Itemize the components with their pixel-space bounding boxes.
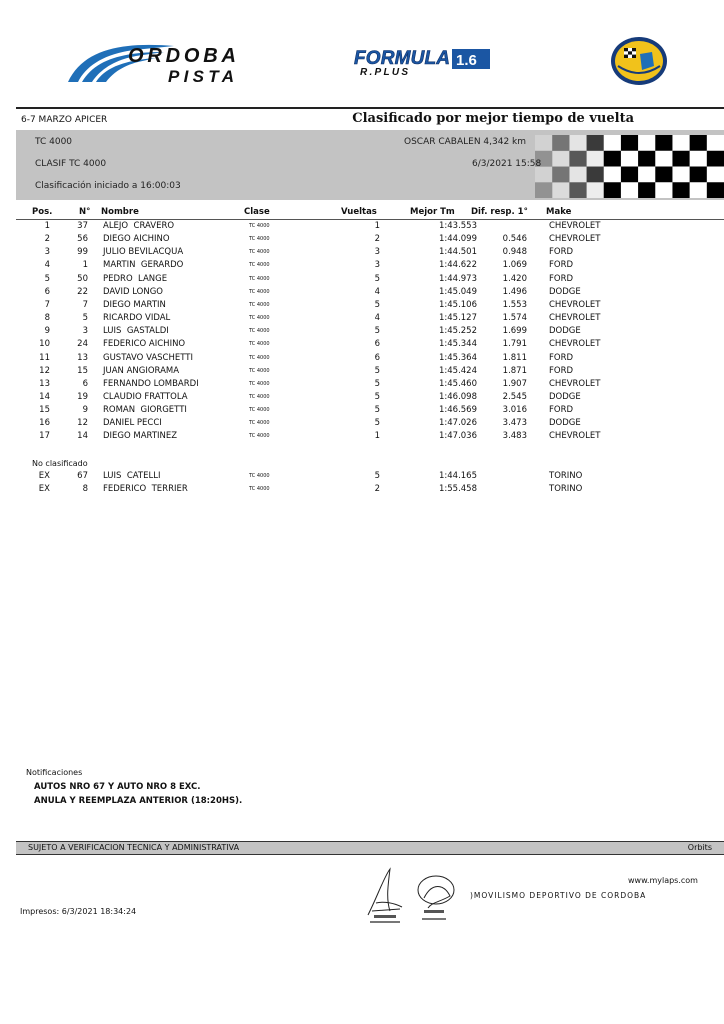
row-number: 6 xyxy=(82,378,88,389)
row-position: 1 xyxy=(44,221,50,231)
row-position: 16 xyxy=(39,418,50,429)
row-driver-name: JUAN ANGIORAMA xyxy=(103,365,180,376)
formula-rplus-logo xyxy=(352,44,494,78)
row-class: TC 4000 xyxy=(249,407,270,414)
row-make: DODGE xyxy=(549,391,581,402)
row-number: 1 xyxy=(82,260,88,271)
row-make: FORD xyxy=(549,405,574,416)
website-link[interactable]: www.mylaps.com xyxy=(628,876,698,885)
row-driver-name: FERNANDO LOMBARDI xyxy=(103,378,199,389)
row-laps: 5 xyxy=(374,326,380,337)
row-driver-name: DIEGO MARTINEZ xyxy=(103,431,178,442)
row-driver-name: ROMAN GIORGETTI xyxy=(103,405,187,416)
row-driver-name: DIEGO AICHINO xyxy=(103,234,170,245)
row-driver-name: LUIS CATELLI xyxy=(103,471,161,481)
header-logos xyxy=(0,30,724,100)
row-best-time: 1:43.553 xyxy=(438,221,477,231)
row-position: 9 xyxy=(44,326,50,337)
row-number: 3 xyxy=(82,326,88,337)
col-make: Make xyxy=(546,207,572,217)
row-number: 15 xyxy=(77,365,88,376)
table-row xyxy=(0,353,724,366)
row-class: TC 4000 xyxy=(249,354,270,361)
row-make: FORD xyxy=(549,352,574,363)
row-make: TORINO xyxy=(549,471,583,481)
row-laps: 5 xyxy=(374,299,380,310)
notification-line-2: ANULA Y REEMPLAZA ANTERIOR (18:20HS). xyxy=(34,796,243,806)
row-number: 13 xyxy=(77,352,88,363)
row-best-time: 1:45.106 xyxy=(438,299,477,310)
row-number: 50 xyxy=(77,273,88,284)
table-row xyxy=(0,339,724,352)
table-row xyxy=(0,392,724,405)
row-laps: 5 xyxy=(374,471,380,481)
row-gap: 0.546 xyxy=(502,234,527,245)
row-class: TC 4000 xyxy=(249,433,270,440)
row-position: 13 xyxy=(39,378,50,389)
row-class: TC 4000 xyxy=(249,486,270,493)
federation-seal-logo xyxy=(610,36,668,86)
row-position: 10 xyxy=(39,339,50,350)
session-datetime: 6/3/2021 15:58 xyxy=(472,159,542,169)
row-best-time: 1:55.458 xyxy=(438,484,477,495)
row-best-time: 1:47.026 xyxy=(438,418,477,429)
row-position: 17 xyxy=(39,431,50,442)
table-row xyxy=(0,234,724,247)
document-title: Clasificado por mejor tiempo de vuelta xyxy=(352,111,634,126)
table-row xyxy=(0,471,724,484)
row-class: TC 4000 xyxy=(249,367,270,374)
row-best-time: 1:45.252 xyxy=(438,326,477,337)
commissioner-signature xyxy=(410,872,470,928)
footer-bar xyxy=(16,841,724,855)
row-gap: 1.069 xyxy=(502,260,527,271)
row-gap: 3.016 xyxy=(502,405,527,416)
row-number: 12 xyxy=(77,418,88,429)
row-make: TORINO xyxy=(549,484,583,495)
svg-text:PISTA: PISTA xyxy=(168,67,234,86)
row-laps: 2 xyxy=(374,484,380,495)
row-make: CHEVROLET xyxy=(549,378,601,389)
row-best-time: 1:44.099 xyxy=(438,234,477,245)
row-laps: 5 xyxy=(374,365,380,376)
table-row xyxy=(0,260,724,273)
row-best-time: 1:45.424 xyxy=(438,365,477,376)
row-best-time: 1:45.049 xyxy=(438,286,477,297)
row-driver-name: DIEGO MARTIN xyxy=(103,299,166,310)
col-name: Nombre xyxy=(101,207,139,217)
row-position: 3 xyxy=(44,247,50,258)
row-driver-name: DAVID LONGO xyxy=(103,286,163,297)
row-best-time: 1:44.165 xyxy=(438,471,477,481)
row-number: 19 xyxy=(77,391,88,402)
svg-text:1.6: 1.6 xyxy=(456,52,477,69)
row-position: 4 xyxy=(44,260,50,271)
table-row xyxy=(0,221,724,234)
row-laps: 5 xyxy=(374,273,380,284)
row-position: 2 xyxy=(44,234,50,245)
row-make: FORD xyxy=(549,247,574,258)
row-driver-name: FEDERICO AICHINO xyxy=(103,339,186,350)
table-row xyxy=(0,274,724,287)
row-laps: 5 xyxy=(374,391,380,402)
table-row xyxy=(0,431,724,444)
row-gap: 0.948 xyxy=(502,247,527,258)
row-class: TC 4000 xyxy=(249,288,270,295)
row-make: CHEVROLET xyxy=(549,299,601,310)
row-laps: 2 xyxy=(374,234,380,245)
table-row xyxy=(0,326,724,339)
row-gap: 1.574 xyxy=(502,313,527,324)
row-make: DODGE xyxy=(549,418,581,429)
table-row xyxy=(0,247,724,260)
table-row xyxy=(0,379,724,392)
row-driver-name: CLAUDIO FRATTOLA xyxy=(103,391,188,402)
row-class: TC 4000 xyxy=(249,315,270,322)
row-position: EX xyxy=(38,471,50,481)
row-position: 11 xyxy=(39,352,50,363)
row-make: CHEVROLET xyxy=(549,431,601,442)
row-laps: 4 xyxy=(374,286,380,297)
row-best-time: 1:46.098 xyxy=(438,391,477,402)
row-best-time: 1:44.973 xyxy=(438,273,477,284)
table-row xyxy=(0,418,724,431)
row-make: CHEVROLET xyxy=(549,339,601,350)
row-class: TC 4000 xyxy=(249,249,270,256)
row-best-time: 1:45.364 xyxy=(438,352,477,363)
row-gap: 1.420 xyxy=(502,273,527,284)
row-best-time: 1:45.344 xyxy=(438,339,477,350)
row-number: 56 xyxy=(77,234,88,245)
row-gap: 1.496 xyxy=(502,286,527,297)
row-make: DODGE xyxy=(549,326,581,337)
track-label: OSCAR CABALEN 4,342 km xyxy=(404,137,527,147)
cordoba-pista-logo xyxy=(64,40,239,86)
row-gap: 1.553 xyxy=(502,299,527,310)
row-number: 99 xyxy=(77,247,88,258)
title-bar xyxy=(16,107,724,129)
club-name: )MOVILISMO DEPORTIVO DE CORDOBA xyxy=(470,891,647,900)
row-best-time: 1:45.460 xyxy=(438,378,477,389)
notification-line-1: AUTOS NRO 67 Y AUTO NRO 8 EXC. xyxy=(34,782,201,792)
table-row xyxy=(0,300,724,313)
row-gap: 1.791 xyxy=(502,339,527,350)
row-laps: 6 xyxy=(374,339,380,350)
row-laps: 6 xyxy=(374,352,380,363)
row-make: CHEVROLET xyxy=(549,313,601,324)
row-gap: 1.871 xyxy=(502,365,527,376)
row-best-time: 1:46.569 xyxy=(438,405,477,416)
row-laps: 3 xyxy=(374,260,380,271)
row-driver-name: DANIEL PECCI xyxy=(103,418,162,429)
row-laps: 4 xyxy=(374,313,380,324)
row-position: 7 xyxy=(44,299,50,310)
header-divider xyxy=(16,219,724,220)
row-make: FORD xyxy=(549,260,574,271)
row-driver-name: FEDERICO TERRIER xyxy=(103,484,188,495)
row-number: 7 xyxy=(82,299,88,310)
event-name: 6-7 MARZO APICER xyxy=(21,115,108,125)
row-position: 14 xyxy=(39,391,50,402)
row-gap: 1.699 xyxy=(502,326,527,337)
row-number: 5 xyxy=(82,313,88,324)
col-best-time: Mejor Tm xyxy=(410,207,455,217)
row-class: TC 4000 xyxy=(249,275,270,282)
row-gap: 3.483 xyxy=(502,431,527,442)
svg-text:R.PLUS: R.PLUS xyxy=(360,67,408,78)
row-class: TC 4000 xyxy=(249,262,270,269)
row-driver-name: MARTIN GERARDO xyxy=(103,260,184,271)
table-row xyxy=(0,484,724,497)
row-position: 5 xyxy=(44,273,50,284)
notifications-label: Notificaciones xyxy=(26,768,83,777)
table-row xyxy=(0,366,724,379)
row-class: TC 4000 xyxy=(249,380,270,387)
row-number: 8 xyxy=(82,484,88,495)
row-driver-name: JULIO BEVILACQUA xyxy=(103,247,184,258)
table-row xyxy=(0,313,724,326)
row-position: EX xyxy=(38,484,50,495)
row-gap: 2.545 xyxy=(502,391,527,402)
row-class: TC 4000 xyxy=(249,328,270,335)
table-row xyxy=(0,287,724,300)
row-number: 14 xyxy=(77,431,88,442)
row-position: 8 xyxy=(44,313,50,324)
col-laps: Vueltas xyxy=(341,207,377,217)
row-driver-name: GUSTAVO VASCHETTI xyxy=(103,352,193,363)
row-number: 37 xyxy=(77,221,88,231)
row-class: TC 4000 xyxy=(249,473,270,479)
row-laps: 1 xyxy=(374,221,380,231)
row-class: TC 4000 xyxy=(249,301,270,308)
row-number: 22 xyxy=(77,286,88,297)
row-gap: 1.811 xyxy=(502,352,527,363)
row-class: TC 4000 xyxy=(249,393,270,400)
svg-text:ORDOBA: ORDOBA xyxy=(128,45,236,67)
row-best-time: 1:44.501 xyxy=(438,247,477,258)
row-make: FORD xyxy=(549,365,574,376)
not-classified-label: No clasificado xyxy=(32,459,88,468)
svg-text:FORMULA: FORMULA xyxy=(354,48,450,69)
row-number: 67 xyxy=(77,471,88,481)
row-best-time: 1:44.622 xyxy=(438,260,477,271)
row-number: 24 xyxy=(77,339,88,350)
row-laps: 5 xyxy=(374,418,380,429)
session-start-label: Clasificación iniciado a 16:00:03 xyxy=(35,181,181,191)
row-class: TC 4000 xyxy=(249,223,270,229)
row-gap: 1.907 xyxy=(502,378,527,389)
col-class: Clase xyxy=(244,207,270,217)
row-number: 9 xyxy=(82,405,88,416)
verification-note: SUJETO A VERIFICACION TECNICA Y ADMINISTRATIVA xyxy=(28,843,240,852)
steward-signature xyxy=(360,865,410,927)
row-laps: 5 xyxy=(374,405,380,416)
row-gap: 3.473 xyxy=(502,418,527,429)
row-best-time: 1:47.036 xyxy=(438,431,477,442)
row-class: TC 4000 xyxy=(249,236,270,243)
row-position: 12 xyxy=(39,365,50,376)
row-laps: 5 xyxy=(374,378,380,389)
col-diff: Dif. resp. 1° xyxy=(471,207,528,217)
row-driver-name: ALEJO CRAVERO xyxy=(103,221,175,231)
col-pos: Pos. xyxy=(32,207,53,217)
orbits-label: Orbits xyxy=(687,843,712,852)
session-label: CLASIF TC 4000 xyxy=(35,159,107,169)
category-label: TC 4000 xyxy=(35,137,73,147)
table-row xyxy=(0,405,724,418)
row-class: TC 4000 xyxy=(249,341,270,348)
row-laps: 1 xyxy=(374,431,380,442)
row-make: CHEVROLET xyxy=(549,234,601,245)
row-best-time: 1:45.127 xyxy=(438,313,477,324)
row-driver-name: RICARDO VIDAL xyxy=(103,313,171,324)
row-position: 6 xyxy=(44,286,50,297)
row-make: FORD xyxy=(549,273,574,284)
row-class: TC 4000 xyxy=(249,420,270,427)
row-driver-name: LUIS GASTALDI xyxy=(103,326,169,337)
row-laps: 3 xyxy=(374,247,380,258)
row-driver-name: PEDRO LANGE xyxy=(103,273,168,284)
col-number: N° xyxy=(79,207,91,217)
row-make: DODGE xyxy=(549,286,581,297)
row-position: 15 xyxy=(39,405,50,416)
row-make: CHEVROLET xyxy=(549,221,601,231)
printed-timestamp: Impresos: 6/3/2021 18:34:24 xyxy=(20,907,137,916)
checkered-flag xyxy=(535,135,724,198)
